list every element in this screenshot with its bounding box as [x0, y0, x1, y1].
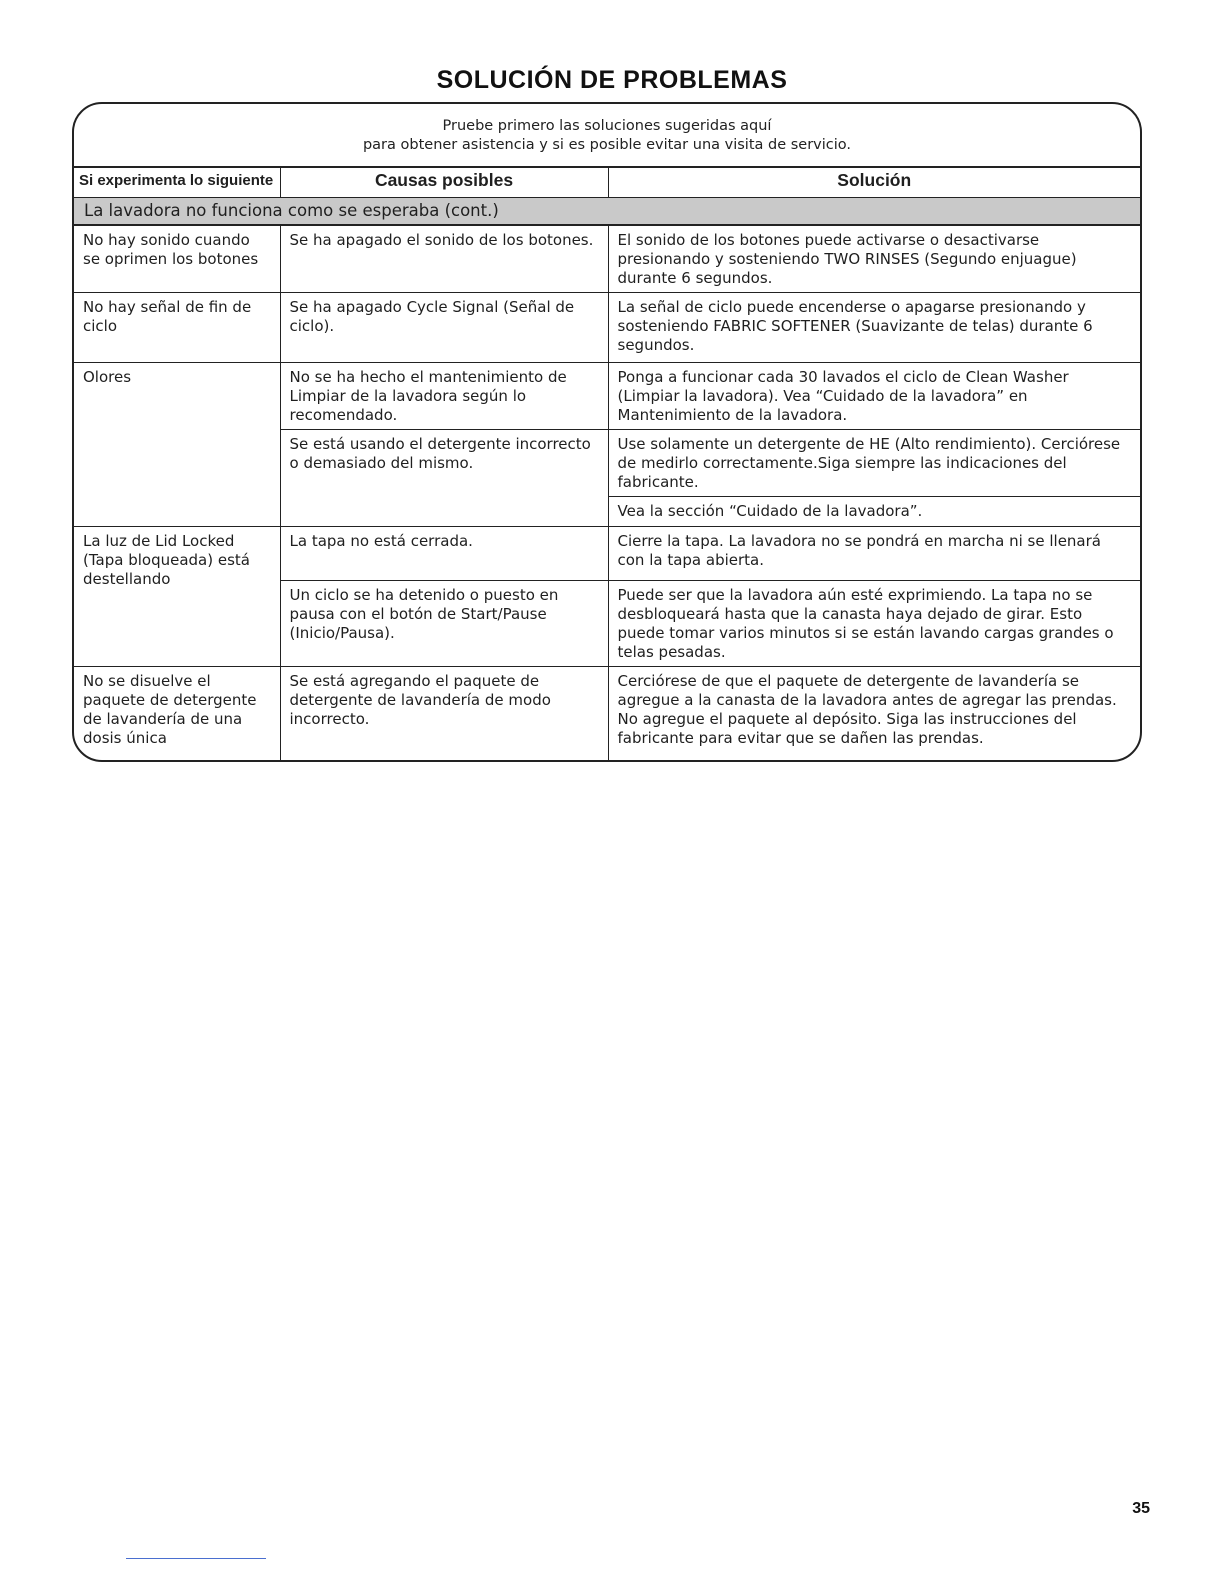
cause-cell: Se ha apagado el sonido de los botones.: [280, 225, 608, 293]
symptom-cell: No hay señal de fin de ciclo: [74, 293, 280, 363]
symptom-cell: Olores: [74, 363, 280, 527]
symptom-cell: No se disuelve el paquete de detergente de lavandería de una dosis única: [74, 667, 280, 761]
solution-cell: Cierre la tapa. La lavadora no se pondrá en marcha ni se llenará con la tapa abierta.: [608, 527, 1140, 581]
section-row: [74, 197, 1140, 225]
section-title: La lavadora no funciona como se esperaba (cont.): [74, 197, 1140, 225]
cause-cell: Se está usando el detergente incorrecto o demasiado del mismo.: [280, 430, 608, 527]
intro-text: [74, 104, 1140, 166]
header-causes: Causas posibles: [280, 167, 608, 197]
intro-line-1: Pruebe primero las soluciones sugeridas aquí: [442, 118, 772, 134]
troubleshooting-table: [74, 166, 1140, 761]
cause-cell: Se ha apagado Cycle Signal (Señal de ciclo).: [280, 293, 608, 363]
page-number: 35: [1132, 1500, 1150, 1517]
solution-cell: Puede ser que la lavadora aún esté exprimiendo. La tapa no se desbloqueará hasta que la canasta haya dejado de girar. Esto puede tomar varios minutos si se están lavando cargas grandes o telas pesadas.: [608, 581, 1140, 667]
solution-cell: La señal de ciclo puede encenderse o apagarse presionando y sosteniendo FABRIC SOFTENER (Suavizante de telas) durante 6 segundos.: [608, 293, 1140, 363]
intro-line-2: para obtener asistencia y si es posible evitar una visita de servicio.: [362, 137, 852, 153]
cause-cell: Un ciclo se ha detenido o puesto en pausa con el botón de Start/Pause (Inicio/Pausa).: [280, 581, 608, 667]
troubleshooting-frame: [72, 102, 1142, 762]
table-row: [74, 363, 1140, 430]
header-symptom: Si experimenta lo siguiente: [74, 167, 280, 197]
solution-cell: El sonido de los botones puede activarse o desactivarse presionando y sosteniendo TWO RINSES (Segundo enjuague) durante 6 segundos.: [608, 225, 1140, 293]
cause-cell: No se ha hecho el mantenimiento de Limpiar de la lavadora según lo recomendado.: [280, 363, 608, 430]
table-row: [74, 667, 1140, 761]
solution-cell: Cerciórese de que el paquete de detergente de lavandería se agregue a la canasta de la lavadora antes de agregar las prendas. No agregue el paquete al depósito. Siga las instrucciones del fabricante para evitar que se dañen las prendas.: [608, 667, 1140, 761]
solution-cell: Vea la sección “Cuidado de la lavadora”.: [608, 497, 1140, 527]
footer-rule: [126, 1558, 266, 1559]
table-row: [74, 225, 1140, 293]
cause-cell: Se está agregando el paquete de detergente de lavandería de modo incorrecto.: [280, 667, 608, 761]
solution-cell: Ponga a funcionar cada 30 lavados el ciclo de Clean Washer (Limpiar la lavadora). Vea “Cuidado de la lavadora” en Mantenimiento de la lavadora.: [608, 363, 1140, 430]
cause-cell: La tapa no está cerrada.: [280, 527, 608, 581]
page-title: SOLUCIÓN DE PROBLEMAS: [436, 66, 788, 94]
table-row: [74, 293, 1140, 363]
symptom-cell: La luz de Lid Locked (Tapa bloqueada) está destellando: [74, 527, 280, 667]
solution-cell: Use solamente un detergente de HE (Alto rendimiento). Cerciórese de medirlo correctamente.Siga siempre las indicaciones del fabricante.: [608, 430, 1140, 497]
symptom-cell: No hay sonido cuando se oprimen los botones: [74, 225, 280, 293]
table-row: [74, 527, 1140, 581]
header-row: [74, 167, 1140, 197]
header-solution: Solución: [608, 167, 1140, 197]
